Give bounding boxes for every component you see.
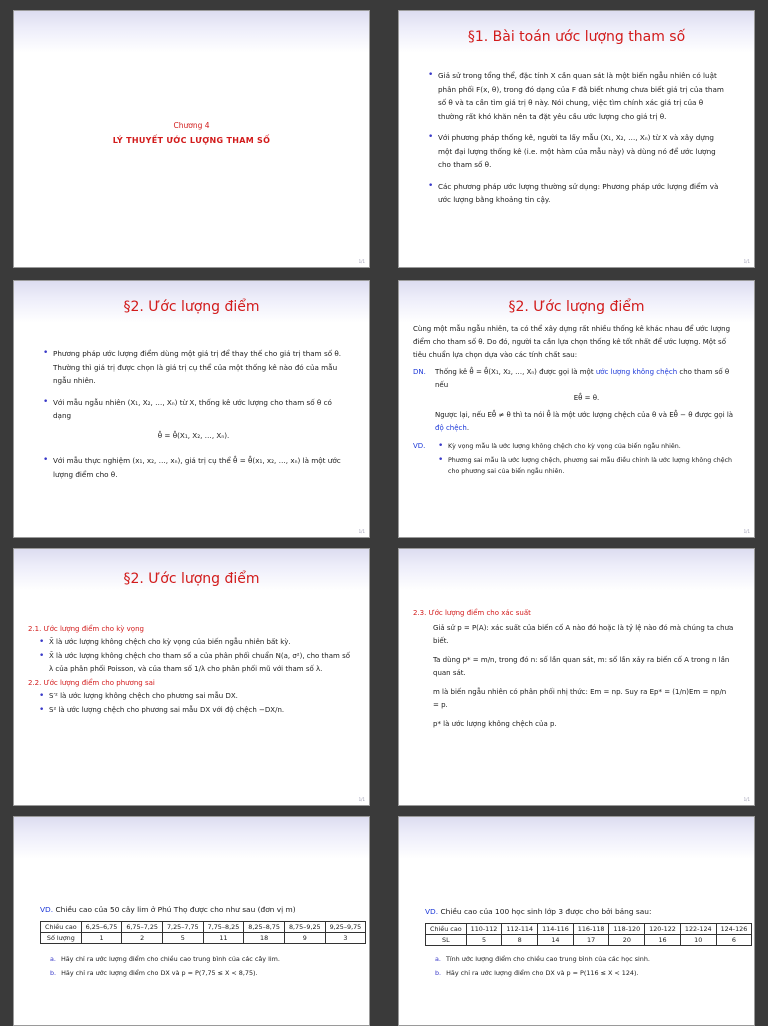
paragraph: Ta dùng p* = m/n, trong đó n: số lần quan sát, m: số lần xảy ra biến cố A trong n lần quan sát.: [433, 656, 730, 677]
table-cell: 6,75–7,25: [122, 922, 163, 933]
table-row: [426, 924, 752, 935]
table-header-cell: Số lượng: [41, 933, 82, 944]
table-cell: 10: [680, 935, 716, 946]
table-cell: 17: [573, 935, 609, 946]
slide-title: §2. Ước lượng điểm: [123, 299, 260, 315]
example-tag: VD.: [413, 442, 426, 450]
chapter-label: Chương 4: [173, 121, 210, 130]
question-label: a.: [50, 955, 56, 963]
table-row: [41, 933, 366, 944]
table-cell: 2: [122, 933, 163, 944]
slide-5: [13, 548, 370, 806]
definition-text: .: [466, 424, 470, 432]
table-cell: 110-112: [466, 924, 502, 935]
table-cell: 8,75–9,25: [284, 922, 325, 933]
slide-title: §2. Ước lượng điểm: [123, 571, 260, 587]
example-tag: VD.: [425, 907, 439, 916]
slide-3: [13, 280, 370, 538]
list-item: • Phương pháp ước lượng điểm dùng một giá trị để thay thế cho giá trị tham số θ. Thường thì giá trị được chọn là giá trị cụ thể của một thống kê nào đó của mẫu ngẫu nhiên.: [40, 347, 347, 388]
slide-7: [13, 816, 370, 1026]
slide-title: §1. Bài toán ước lượng tham số: [467, 29, 686, 45]
slide-body: [40, 347, 347, 489]
table-cell: 122-124: [680, 924, 716, 935]
definition-text: Ngược lại, nếu Eθ̂ ≠ θ thì ta nói θ̂ là một ước lượng chệch của θ và Eθ̂ − θ được gọi là: [435, 411, 734, 419]
table-cell: 124-126: [716, 924, 752, 935]
slide-body: [413, 323, 738, 478]
slide-body: [28, 623, 353, 719]
table-cell: 9: [284, 933, 325, 944]
table-header-cell: Chiều cao: [41, 922, 82, 933]
definition-text: Thống kê θ̂ = θ̂(X₁, X₂, …, Xₙ) được gọi là một: [435, 368, 594, 376]
example-text: Chiều cao của 50 cây lim ở Phú Thọ được cho như sau (đơn vị m): [55, 905, 296, 914]
slide-2: [398, 10, 755, 268]
list-item: • X̄ là ước lượng không chệch cho tham số a của phân phối chuẩn N(a, σ²), cho tham số λ của phân phối Poisson, và của tham số 1/λ cho phân phối mũ với tham số λ.: [36, 650, 353, 675]
slide-4: [398, 280, 755, 538]
question-label: a.: [435, 955, 441, 963]
list-item: • Với mẫu thực nghiệm (x₁, x₂, …, xₙ), giá trị cụ thể θ̂ = θ̂(x₁, x₂, …, xₙ) là một ước lượng điểm cho θ.: [40, 454, 347, 481]
page-number: 1/1: [358, 259, 365, 264]
definition-term: ước lượng không chệch: [595, 368, 678, 376]
list-item: • Các phương pháp ước lượng thường sử dụng: Phương pháp ước lượng điểm và ước lượng bằng khoảng tin cậy.: [425, 180, 724, 207]
table-cell: 6,25–6,75: [81, 922, 122, 933]
list-item: • Kỳ vọng mẫu là ước lượng không chệch cho kỳ vọng của biến ngẫu nhiên.: [435, 441, 738, 453]
table-cell: 7,75–8,25: [203, 922, 244, 933]
list-item: • Với phương pháp thống kê, người ta lấy mẫu (X₁, X₂, …, Xₙ) từ X và xây dựng một đại lượng thống kê (i.e. một hàm của mẫu này) và dùng nó để ước lượng cho tham số θ.: [425, 131, 724, 172]
table-cell: 120-122: [645, 924, 681, 935]
slide-8: [398, 816, 755, 1026]
page-number: 1/1: [743, 797, 750, 802]
page-number: 1/1: [743, 259, 750, 264]
slide-title: §2. Ước lượng điểm: [508, 299, 645, 315]
question-list: [50, 947, 280, 979]
table-cell: 5: [466, 935, 502, 946]
subsection-title: 2.2. Ước lượng điểm cho phương sai: [28, 679, 155, 687]
example-intro: [425, 905, 651, 919]
table-cell: 3: [325, 933, 366, 944]
table-cell: 18: [244, 933, 285, 944]
table-cell: 112-114: [502, 924, 538, 935]
example-tag: VD.: [40, 905, 54, 914]
table-cell: 116-118: [573, 924, 609, 935]
page-number: 1/1: [358, 529, 365, 534]
paragraph: Giả sử p = P(A): xác suất của biến cố A nào đó hoặc là tỷ lệ nào đó mà chúng ta chưa biết.: [433, 624, 734, 645]
table-cell: 118-120: [609, 924, 645, 935]
height-table: [40, 921, 366, 944]
question-label: b.: [435, 969, 442, 977]
table-cell: 114-116: [538, 924, 574, 935]
chapter-heading: LÝ THUYẾT ƯỚC LƯỢNG THAM SỐ: [112, 136, 271, 145]
table-cell: 8: [502, 935, 538, 946]
list-item: • X̄ là ước lượng không chệch cho kỳ vọng của biến ngẫu nhiên bất kỳ.: [36, 636, 353, 649]
table-cell: 8,25–8,75: [244, 922, 285, 933]
list-item: • Với mẫu ngẫu nhiên (X₁, X₂, …, Xₙ) từ X, thống kê ước lượng cho tham số θ có dạng: [40, 396, 347, 423]
table-cell: 6: [716, 935, 752, 946]
example-intro: [40, 903, 296, 917]
subsection-title: 2.3. Ước lượng điểm cho xác suất: [413, 609, 531, 617]
table-cell: 11: [203, 933, 244, 944]
list-item: • Giả sử trong tổng thể, đặc tính X cần quan sát là một biến ngẫu nhiên có luật phân phối F(x, θ), trong đó dạng của F đã biết nhưng chưa biết giá trị của tham số θ và ta cần tìm giá trị θ này. Nói chung, việc tìm chính xác giá trị của θ thường rất khó khăn nên ta đặt yêu cầu ước lượng cho giá trị θ.: [425, 69, 724, 123]
page-number: 1/1: [743, 529, 750, 534]
slide-1: [13, 10, 370, 268]
question-b: Hãy chỉ ra ước lượng điểm cho DX và p = P(7,75 ≤ X < 8,75).: [61, 969, 258, 977]
question-a: Tính ước lượng điểm cho chiều cao trung bình của các học sinh.: [445, 955, 650, 963]
list-item: • S² là ước lượng chệch cho phương sai mẫu DX với độ chệch −DX/n.: [36, 704, 353, 717]
estimator-formula: θ̂ = θ̂(X₁, X₂, …, Xₙ).: [157, 430, 230, 440]
table-row: [41, 922, 366, 933]
example-block: [413, 441, 738, 478]
table-cell: 14: [538, 935, 574, 946]
slide-body: [413, 607, 734, 731]
intro-text: Cùng một mẫu ngẫu nhiên, ta có thể xây dựng rất nhiều thống kê khác nhau để ước lượng điểm cho tham số θ. Do đó, người ta cần lựa chọn thống kê tốt nhất để ước lượng. Một số tiêu chuẩn lựa chọn dựa vào các tính chất sau:: [413, 325, 731, 359]
table-row: [426, 935, 752, 946]
table-cell: 20: [609, 935, 645, 946]
slide-body: [425, 69, 724, 215]
question-b: Hãy chỉ ra ước lượng điểm cho DX và p = P(116 ≤ X < 124).: [446, 969, 639, 977]
example-text: Chiều cao của 100 học sinh lớp 3 được cho bởi bảng sau:: [440, 907, 652, 916]
definition-tag: DN.: [413, 368, 426, 376]
definition-text: cho tham số θ nếu: [435, 368, 730, 389]
student-height-table: [425, 923, 752, 946]
bias-term: độ chệch: [435, 424, 467, 432]
table-cell: 1: [81, 933, 122, 944]
table-cell: 5: [162, 933, 203, 944]
table-header-cell: Chiều cao: [426, 924, 467, 935]
list-item: • Phương sai mẫu là ước lượng chệch, phương sai mẫu điều chỉnh là ước lượng không chệch cho phương sai của biến ngẫu nhiên.: [435, 455, 738, 478]
paragraph: p* là ước lượng không chệch của p.: [433, 720, 557, 728]
slide-6: [398, 548, 755, 806]
table-cell: 9,25–9,75: [325, 922, 366, 933]
question-a: Hãy chỉ ra ước lượng điểm cho chiều cao trung bình của các cây lim.: [60, 955, 280, 963]
table-header-cell: SL: [426, 935, 467, 946]
definition-formula: Eθ̂ = θ.: [573, 394, 600, 402]
table-cell: 7,25–7,75: [162, 922, 203, 933]
subsection-title: 2.1. Ước lượng điểm cho kỳ vọng: [28, 625, 144, 633]
paragraph: m là biến ngẫu nhiên có phân phối nhị thức: Em = np. Suy ra Ep* = (1/n)Em = np/n = p.: [433, 688, 727, 709]
list-item: • S′² là ước lượng không chệch cho phương sai mẫu DX.: [36, 690, 353, 703]
table-cell: 16: [645, 935, 681, 946]
page-number: 1/1: [358, 797, 365, 802]
question-list: [435, 947, 650, 979]
definition-block: [413, 366, 738, 435]
question-label: b.: [50, 969, 57, 977]
